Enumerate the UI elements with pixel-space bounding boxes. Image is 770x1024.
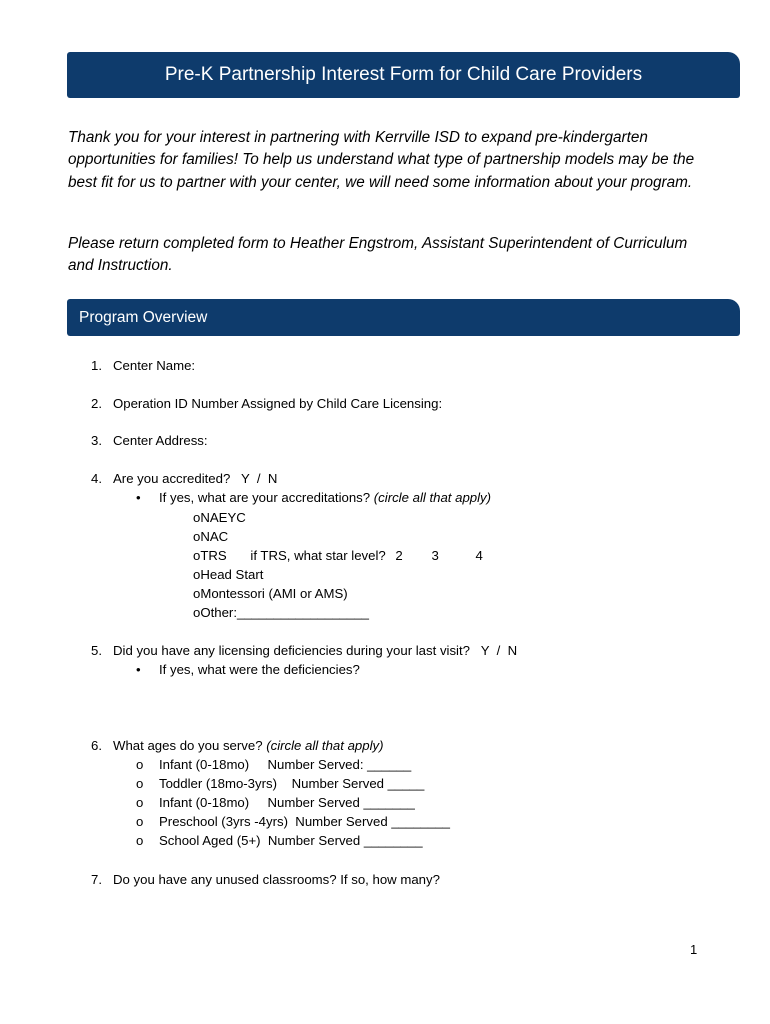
star-level-3[interactable]: 3 — [431, 548, 439, 563]
option-label: NAEYC — [200, 510, 246, 525]
star-level-4[interactable]: 4 — [475, 548, 483, 563]
question-number: 6. — [91, 738, 102, 753]
question-number: 4. — [91, 471, 102, 486]
option-label: TRS — [200, 548, 227, 563]
trs-star-question: if TRS, what star level? — [250, 548, 386, 563]
accreditation-option-montessori[interactable] — [193, 586, 348, 601]
accreditation-option-other[interactable] — [193, 605, 369, 620]
question-text: What ages do you serve? — [113, 738, 263, 753]
question-note: (circle all that apply) — [266, 738, 384, 753]
return-instructions: Please return completed form to Heather Engstrom, Assistant Superintendent of Curriculum and Instruction. — [68, 235, 688, 275]
question-number: 7. — [91, 872, 102, 887]
star-level-2[interactable]: 2 — [395, 548, 403, 563]
question-text: Did you have any licensing deficiencies during your last visit? Y / N — [113, 643, 518, 658]
option-marker: o — [136, 795, 144, 810]
option-marker: o — [136, 814, 144, 829]
question-text: Operation ID Number Assigned by Child Care Licensing: — [113, 396, 443, 411]
intro-paragraph: Thank you for your interest in partnering with Kerrville ISD to expand pre-kindergarten opportunities for families! To help us understand what type of partnership models may be the best fit for us to partner with your center, we will need some information about your program. — [68, 129, 695, 191]
option-label: Other:__________________ — [200, 605, 370, 620]
form-title-banner — [67, 52, 740, 98]
section-title: Program Overview — [79, 309, 208, 326]
option-label: Infant (0-18mo) Number Served: ______ — [159, 757, 412, 772]
accreditation-option-head-start[interactable] — [193, 567, 263, 582]
bullet-marker: • — [136, 490, 141, 505]
question-text: Center Address: — [113, 433, 208, 448]
question-text: Center Name: — [113, 358, 196, 373]
option-marker: o — [193, 605, 201, 620]
accreditation-option-naeyc[interactable] — [193, 510, 246, 525]
option-marker: o — [193, 586, 201, 601]
option-marker: o — [136, 757, 144, 772]
question-number: 2. — [91, 396, 102, 411]
bullet-marker: • — [136, 662, 141, 677]
option-label: Preschool (3yrs -4yrs) Number Served ________ — [159, 814, 450, 829]
option-label: Head Start — [200, 567, 264, 582]
page-number: 1 — [690, 942, 698, 957]
question-number: 1. — [91, 358, 102, 373]
option-marker: o — [193, 567, 201, 582]
question-number: 3. — [91, 433, 102, 448]
followup-note: (circle all that apply) — [373, 490, 492, 505]
form-title: Pre-K Partnership Interest Form for Child Care Providers — [164, 64, 643, 85]
option-marker: o — [193, 510, 201, 525]
question-text: Do you have any unused classrooms? If so, how many? — [113, 872, 440, 887]
option-label: Montessori (AMI or AMS) — [200, 586, 348, 601]
option-marker: o — [193, 529, 201, 544]
option-label: NAC — [200, 529, 229, 544]
accreditation-option-nac[interactable] — [193, 529, 228, 544]
followup-text: If yes, what were the deficiencies? — [159, 662, 360, 677]
option-label: Toddler (18mo-3yrs) Number Served _____ — [159, 776, 425, 791]
option-marker: o — [136, 833, 144, 848]
option-label: Infant (0-18mo) Number Served _______ — [159, 795, 415, 810]
question-text: Are you accredited? Y / N — [113, 471, 278, 486]
question-number: 5. — [91, 643, 102, 658]
option-marker: o — [136, 776, 144, 791]
option-label: School Aged (5+) Number Served ________ — [159, 833, 423, 848]
section-banner-program-overview — [67, 299, 740, 336]
accreditation-option-trs[interactable] — [193, 548, 483, 563]
followup-text: If yes, what are your accreditations? — [159, 490, 371, 505]
option-marker: o — [193, 548, 201, 563]
